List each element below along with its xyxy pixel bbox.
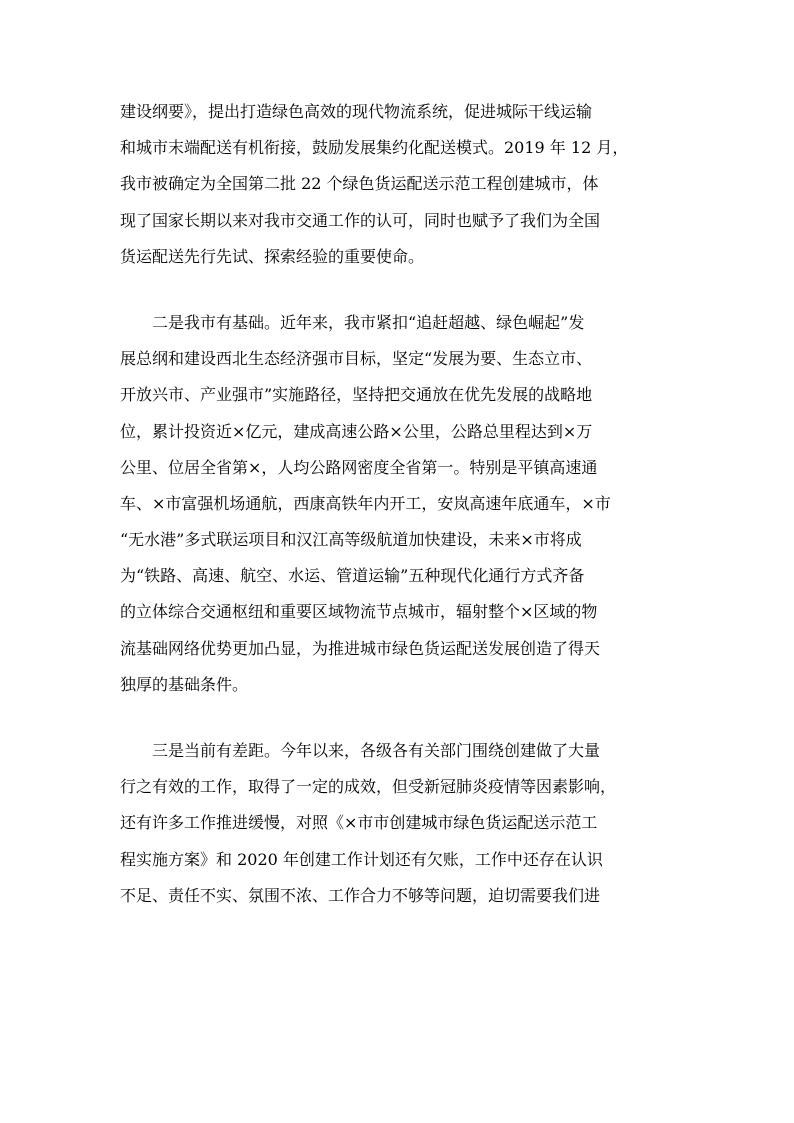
text-line: 不足、责任不实、氛围不浓、工作合力不够等问题，迫切需要我们进 bbox=[120, 885, 601, 905]
text-line: 独厚的基础条件。 bbox=[120, 674, 249, 694]
text-line: 展总纲和建设西北生态经济强市目标，坚定“发展为要、生态立市、 bbox=[120, 349, 593, 369]
paragraph-1 bbox=[120, 94, 674, 275]
text-line: 为“铁路、高速、航空、水运、管道运输”五种现代化通行方式齐备 bbox=[120, 566, 585, 586]
text-line: 还有许多工作推进缓慢，对照《×市市创建城市绿色货运配送示范工 bbox=[120, 813, 598, 833]
paragraph-gap bbox=[120, 275, 674, 305]
text-line: “无水港”多式联运项目和汉江高等级航道加快建设，未来×市将成 bbox=[120, 530, 582, 550]
text-line: 的立体综合交通枢纽和重要区域物流节点城市，辐射整个×区域的物 bbox=[120, 602, 598, 622]
text-line: 车、×市富强机场通航，西康高铁年内开工，安岚高速年底通车，×市 bbox=[120, 493, 611, 513]
text-line: 公里、位居全省第×，人均公路网密度全省第一。特别是平镇高速通 bbox=[120, 457, 598, 477]
text-line: 二是我市有基础。近年来，我市紧扣“追赶超越、绿色崛起”发 bbox=[120, 312, 585, 332]
text-line: 行之有效的工作，取得了一定的成效，但受新冠肺炎疫情等因素影响， bbox=[120, 777, 617, 797]
text-line: 我市被确定为全国第二批 22 个绿色货运配送示范工程创建城市，体 bbox=[120, 174, 599, 194]
paragraph-gap bbox=[120, 703, 674, 733]
text-line: 货运配送先行先试、探索经验的重要使命。 bbox=[120, 246, 425, 266]
paragraph-3 bbox=[120, 733, 674, 914]
text-line: 流基础网络优势更加凸显，为推进城市绿色货运配送发展创造了得天 bbox=[120, 638, 601, 658]
document-body bbox=[120, 94, 674, 914]
text-line: 位，累计投资近×亿元，建成高速公路×公里，公路总里程达到×万 bbox=[120, 421, 593, 441]
text-line: 和城市末端配送有机衔接，鼓励发展集约化配送模式。2019 年 12 月， bbox=[120, 138, 629, 158]
text-line: 现了国家长期以来对我市交通工作的认可，同时也赋予了我们为全国 bbox=[120, 210, 601, 230]
paragraph-2 bbox=[120, 305, 674, 703]
text-line: 三是当前有差距。今年以来，各级各有关部门围绕创建做了大量 bbox=[120, 741, 601, 760]
text-line: 开放兴市、产业强市”实施路径，坚持把交通放在优先发展的战略地 bbox=[120, 385, 593, 405]
text-line: 建设纲要》，提出打造绿色高效的现代物流系统，促进城际干线运输 bbox=[120, 102, 593, 121]
text-line: 程实施方案》和 2020 年创建工作计划还有欠账，工作中还存在认识 bbox=[120, 849, 603, 869]
